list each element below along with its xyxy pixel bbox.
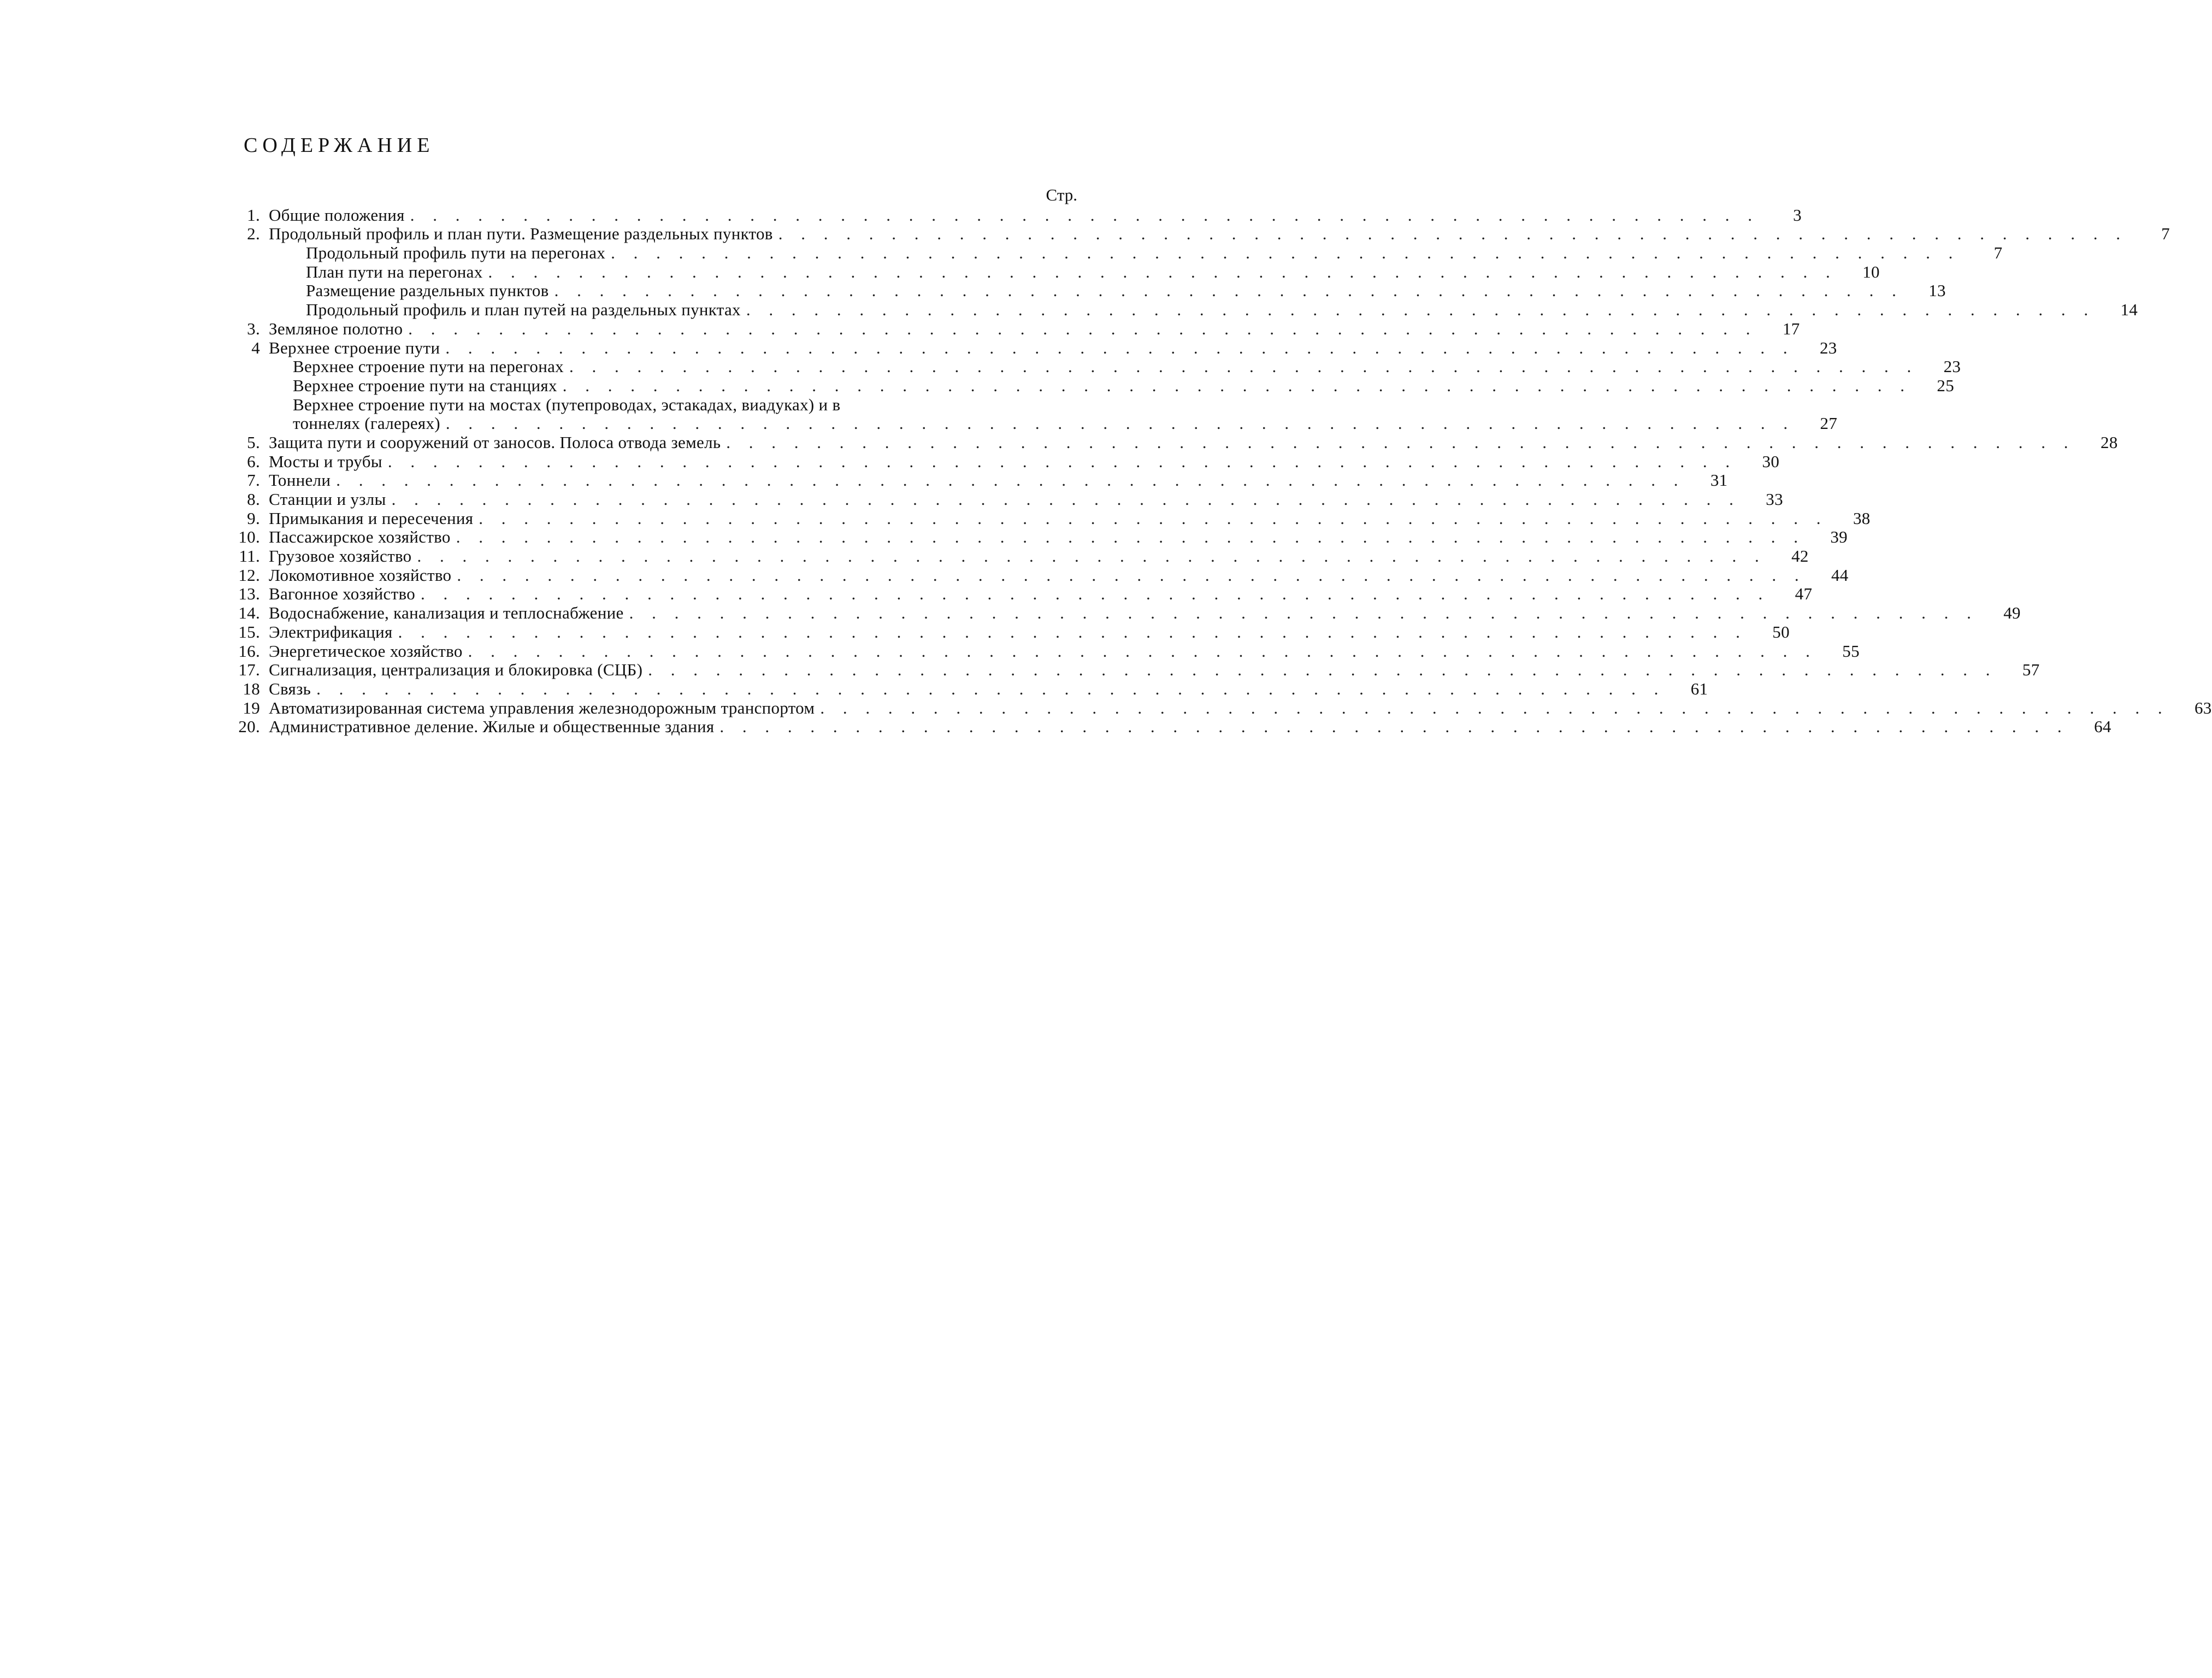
dot-leader: . . . . . . . . . . . . . . . . . . . . . . . . . . . . . . . . . . . . . . . . . . . . . . . . . . . . . . . . . . . . [569,357,1919,376]
dot-leader: . . . . . . . . . . . . . . . . . . . . . . . . . . . . . . . . . . . . . . . . . . . . . . . . . . . . . . . . . . . . [391,490,1741,509]
toc-entry-number: 20. [238,717,260,737]
dot-leader: . . . . . . . . . . . . . . . . . . . . . . . . . . . . . . . . . . . . . . . . . . . . . . . . . . . . . . . . . . . . [316,679,1666,698]
toc-entry[interactable] [232,508,1871,528]
toc-entry-number: 12. [238,565,260,585]
toc-entry-page: 61 [1690,679,1708,698]
toc-entry[interactable] [232,451,1780,471]
toc-entry-page: 25 [1937,375,1955,395]
toc-entry-label: Верхнее строение пути на перегонах [293,357,564,376]
toc-entry-page: 28 [2100,432,2118,452]
dot-leader: . . . . . . . . . . . . . . . . . . . . . . . . . . . . . . . . . . . . . . . . . . . . . . . . . . . . . . . . . . . . [479,508,1828,528]
toc-entry[interactable] [232,281,1946,301]
toc-entry[interactable] [232,375,1955,395]
toc-entry-page: 42 [1791,546,1809,566]
toc-entry-label: Связь [269,679,311,698]
dot-leader: . . . . . . . . . . . . . . . . . . . . . . . . . . . . . . . . . . . . . . . . . . . . . . . . . . . . . . . . . . . . [445,338,1795,357]
toc-entry[interactable] [232,490,1783,509]
toc-entry-number: 9. [247,508,260,528]
toc-entry-page: 44 [1831,565,1849,585]
toc-entry[interactable] [232,470,1728,490]
toc-entry-label: Мосты и трубы [269,451,382,471]
toc-entry-page: 23 [1819,338,1837,357]
toc-entry-number: 15. [238,622,260,641]
dot-leader: . . . . . . . . . . . . . . . . . . . . . . . . . . . . . . . . . . . . . . . . . . . . . . . . . . . . . . . . . . . . [398,622,1747,641]
toc-entry-label: Продольный профиль и план пути. Размещение раздельных пунктов [269,224,773,244]
dot-leader: . . . . . . . . . . . . . . . . . . . . . . . . . . . . . . . . . . . . . . . . . . . . . . . . . . . . . . . . . . . . [336,470,1685,490]
toc-entry-page: 14 [2120,300,2138,320]
dot-leader: . . . . . . . . . . . . . . . . . . . . . . . . . . . . . . . . . . . . . . . . . . . . . . . . . . . . . . . . . . . . [778,224,2127,244]
toc-entry-number: 16. [238,641,260,661]
toc-entry-label: Продольный профиль пути на перегонах [306,243,606,263]
toc-entry-page: 23 [1943,357,1961,376]
toc-entry-number: 8. [247,490,260,509]
toc-entry-label: Защита пути и сооружений от заносов. Полоса отвода земель [269,432,721,452]
toc-entry-label: Локомотивное хозяйство [269,565,452,585]
toc-entry[interactable] [232,205,1802,225]
toc-entry-number: 2. [247,224,260,244]
toc-entry[interactable] [232,622,1790,641]
dot-leader: . . . . . . . . . . . . . . . . . . . . . . . . . . . . . . . . . . . . . . . . . . . . . . . . . . . . . . . . . . . . [554,281,1903,301]
toc-entry[interactable] [232,603,2021,623]
toc-entry-number: 19 [243,698,260,717]
toc-entry[interactable] [232,641,1860,661]
dot-leader: . . . . . . . . . . . . . . . . . . . . . . . . . . . . . . . . . . . . . . . . . . . . . . . . . . . . . . . . . . . . [648,660,1997,680]
toc-entry-number: 5. [247,432,260,452]
toc-entry[interactable] [232,357,1961,376]
toc-entry-number: 13. [238,584,260,604]
toc-entry[interactable] [232,224,2170,244]
dot-leader: . . . . . . . . . . . . . . . . . . . . . . . . . . . . . . . . . . . . . . . . . . . . . . . . . . . . . . . . . . . . [611,243,1960,263]
toc-entry[interactable] [232,527,1848,547]
toc-entry-page: 64 [2094,717,2111,737]
toc-entry-page: 10 [1862,262,1880,281]
dot-leader: . . . . . . . . . . . . . . . . . . . . . . . . . . . . . . . . . . . . . . . . . . . . . . . . . . . . . . . . . . . . [421,584,1770,604]
dot-leader: . . . . . . . . . . . . . . . . . . . . . . . . . . . . . . . . . . . . . . . . . . . . . . . . . . . . . . . . . . . . [726,432,2075,452]
toc-entry-number: 17. [238,660,260,680]
toc-entry-page: 47 [1795,584,1813,604]
toc-entry-page: 13 [1928,281,1946,301]
toc-entry[interactable] [232,660,2040,680]
toc-entry-number: 1. [247,205,260,225]
toc-entry-page: 7 [1993,243,2003,263]
toc-entry-label: План пути на перегонах [306,262,483,281]
page-column-label: Стр. [1046,185,1077,204]
dot-leader: . . . . . . . . . . . . . . . . . . . . . . . . . . . . . . . . . . . . . . . . . . . . . . . . . . . . . . . . . . . . [820,698,2169,717]
toc-entry-label: Административное деление. Жилые и общественные здания [269,717,715,737]
toc-entry-label: Энергетическое хозяйство [269,641,463,661]
toc-entry[interactable] [232,414,1838,433]
toc-entry-label: тоннелях (галереях) [293,414,440,433]
toc-entry-page: 7 [2161,224,2170,244]
toc-entry[interactable] [232,319,1800,338]
dot-leader: . . . . . . . . . . . . . . . . . . . . . . . . . . . . . . . . . . . . . . . . . . . . . . . . . . . . . . . . . . . . [457,565,1806,585]
toc-entry-label: Продольный профиль и план путей на раздельных пунктах [306,300,741,320]
toc-entry[interactable] [232,565,1849,585]
toc-entry-label: Примыкания и пересечения [269,508,474,528]
toc-entry[interactable] [232,395,1077,414]
toc-entry-number: 7. [247,470,260,490]
toc-entry-page: 57 [2022,660,2040,680]
toc-entry-number: 11. [239,546,260,566]
page-title: СОДЕРЖАНИЕ [244,134,435,157]
dot-leader: . . . . . . . . . . . . . . . . . . . . . . . . . . . . . . . . . . . . . . . . . . . . . . . . . . . . . . . . . . . . [445,414,1795,433]
toc-entry-label: Тоннели [269,470,331,490]
toc-entry[interactable] [232,584,1813,604]
toc-entry-page: 38 [1853,508,1871,528]
dot-leader: . . . . . . . . . . . . . . . . . . . . . . . . . . . . . . . . . . . . . . . . . . . . . . . . . . . . . . . . . . . . [746,300,2096,320]
toc-entry-number: 3. [247,319,260,338]
toc-entry-page: 31 [1710,470,1728,490]
toc-entry-page: 30 [1762,451,1780,471]
dot-leader: . . . . . . . . . . . . . . . . . . . . . . . . . . . . . . . . . . . . . . . . . . . . . . . . . . . . . . . . . . . . [719,717,2069,737]
toc-entry-label: Верхнее строение пути на станциях [293,375,557,395]
toc-entry-page: 33 [1766,490,1783,509]
toc-entry-number: 4 [251,338,260,357]
toc-entry[interactable] [232,679,1708,698]
toc-entry-label: Электрификация [269,622,393,641]
dot-leader: . . . . . . . . . . . . . . . . . . . . . . . . . . . . . . . . . . . . . . . . . . . . . . . . . . . . . . . . . . . . [562,375,1912,395]
toc-entry[interactable] [232,717,2111,737]
toc-entry-page: 27 [1820,414,1838,433]
toc-entry-number: 18 [243,679,260,698]
toc-entry-page: 50 [1772,622,1790,641]
dot-leader: . . . . . . . . . . . . . . . . . . . . . . . . . . . . . . . . . . . . . . . . . . . . . . . . . . . . . . . . . . . . [468,641,1817,661]
toc-entry[interactable] [232,262,1880,281]
toc-entry-page: 3 [1793,205,1802,225]
toc-entry-label: Верхнее строение пути [269,338,440,357]
toc-entry-page: 55 [1842,641,1860,661]
toc-entries [232,205,2212,737]
toc-entry[interactable] [232,300,2138,320]
toc-entry-label: Размещение раздельных пунктов [306,281,549,301]
toc-entry[interactable] [232,698,2212,717]
toc-entry-label: Автоматизированная система управления железнодорожным транспортом [269,698,815,717]
dot-leader: . . . . . . . . . . . . . . . . . . . . . . . . . . . . . . . . . . . . . . . . . . . . . . . . . . . . . . . . . . . . [408,319,1757,338]
toc-entry-number: 10. [238,527,260,547]
toc-entry-label: Водоснабжение, канализация и теплоснабжение [269,603,624,623]
toc-entry[interactable] [232,338,1837,357]
toc-entry-label: Сигнализация, централизация и блокировка (СЦБ) [269,660,643,680]
toc-entry-number: 6. [247,451,260,471]
toc-entry-label: Вагонное хозяйство [269,584,415,604]
toc-entry-label: Грузовое хозяйство [269,546,412,566]
toc-entry-number: 14. [238,603,260,623]
dot-leader: . . . . . . . . . . . . . . . . . . . . . . . . . . . . . . . . . . . . . . . . . . . . . . . . . . . . . . . . . . . . [629,603,1978,623]
dot-leader: . . . . . . . . . . . . . . . . . . . . . . . . . . . . . . . . . . . . . . . . . . . . . . . . . . . . . . . . . . . . [410,205,1759,225]
toc-entry-label: Станции и узлы [269,490,386,509]
toc-entry-page: 17 [1782,319,1800,338]
dot-leader: . . . . . . . . . . . . . . . . . . . . . . . . . . . . . . . . . . . . . . . . . . . . . . . . . . . . . . . . . . . . [488,262,1837,281]
toc-entry-page: 39 [1830,527,1848,547]
table-of-contents [232,185,2212,737]
dot-leader: . . . . . . . . . . . . . . . . . . . . . . . . . . . . . . . . . . . . . . . . . . . . . . . . . . . . . . . . . . . . [387,451,1737,471]
toc-entry-label: Пассажирское хозяйство [269,527,451,547]
toc-entry-label: Общие положения [269,205,405,225]
dot-leader: . . . . . . . . . . . . . . . . . . . . . . . . . . . . . . . . . . . . . . . . . . . . . . . . . . . . . . . . . . . . [456,527,1805,547]
toc-entry-label: Земляное полотно [269,319,403,338]
toc-entry[interactable] [232,243,2003,263]
toc-entry-label: Верхнее строение пути на мостах (путепроводах, эстакадах, виадуках) и в [293,395,841,414]
toc-entry-page: 63 [2194,698,2212,717]
toc-entry[interactable] [232,432,2118,452]
toc-entry[interactable] [232,546,1809,566]
toc-entry-page: 49 [2003,603,2021,623]
dot-leader: . . . . . . . . . . . . . . . . . . . . . . . . . . . . . . . . . . . . . . . . . . . . . . . . . . . . . . . . . . . . [417,546,1766,566]
